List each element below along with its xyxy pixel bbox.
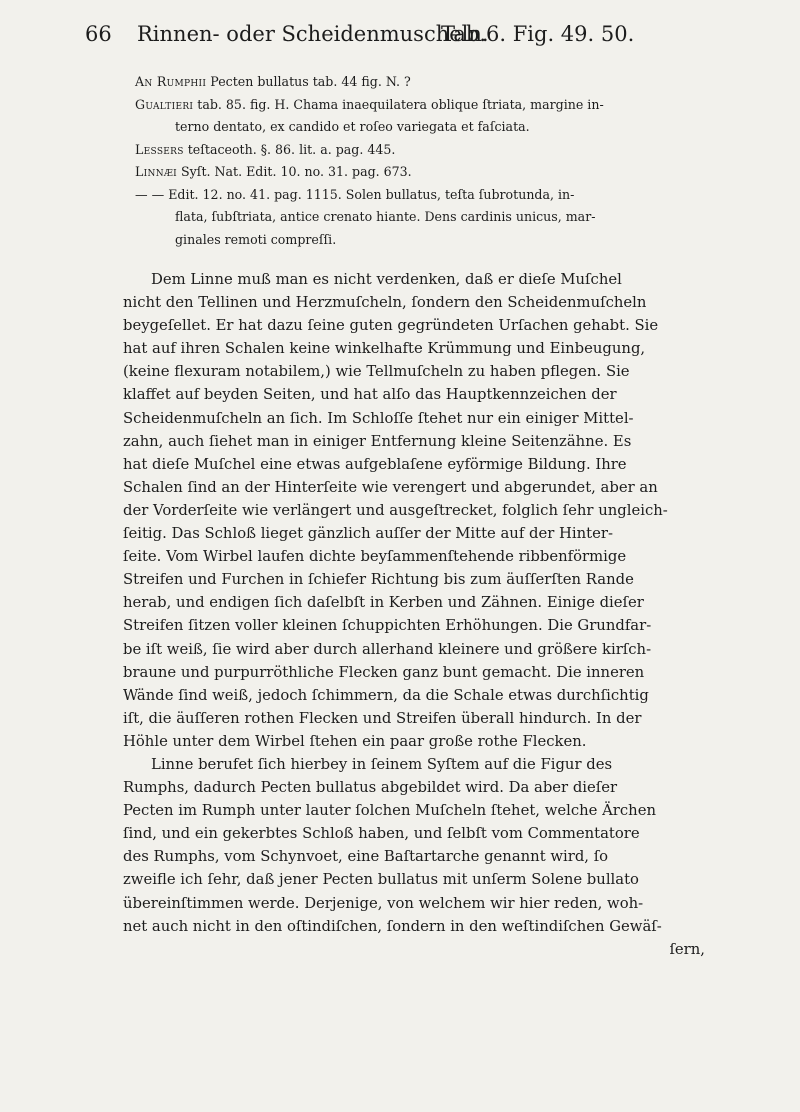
- page-header: [85, 22, 725, 54]
- reference-line: [135, 206, 735, 229]
- body-text: [123, 268, 723, 961]
- reference-text: flata, ſubſtriata, antice crenato hiante. Dens cardinis unicus, mar-: [175, 209, 596, 224]
- text-line: klaffet auf beyden Seiten, und hat alſo das Hauptkennzeichen der: [123, 386, 617, 404]
- reference-text: — — Edit. 12. no. 41. pag. 1115. Solen bullatus, teſta ſubrotunda, in-: [135, 186, 575, 202]
- reference-text: Pecten bullatus tab. 44 fig. N. ?: [206, 74, 411, 89]
- text-line: Höhle unter dem Wirbel ſtehen ein paar große rothe Flecken.: [123, 732, 587, 750]
- reference-line: [135, 229, 735, 252]
- text-line: des Rumphs, vom Schynvoet, eine Baſtartarche genannt wird, ſo: [123, 848, 609, 866]
- text-line: ſind, und ein gekerbtes Schloß haben, und ſelbſt vom Commentatore: [123, 825, 640, 843]
- reference-author: An Rumphii: [135, 74, 207, 89]
- text-line: Schalen ſind an der Hinterſeite wie verengert und abgerundet, aber an: [123, 478, 658, 496]
- reference-line: [135, 161, 735, 184]
- text-line: Pecten im Rumph unter lauter ſolchen Muſcheln ſtehet, welche Ärchen: [123, 802, 656, 820]
- running-title: Rinnen- oder Scheidenmuscheln.: [137, 22, 489, 46]
- figure-reference: Tab.6. Fig. 49. 50.: [441, 22, 635, 46]
- reference-line: [135, 116, 735, 139]
- text-line: be iſt weiß, ſie wird aber durch allerhand kleinere und größere kirſch-: [123, 640, 652, 658]
- text-line: nicht den Tellinen und Herzmuſcheln, ſondern den Scheidenmuſcheln: [123, 294, 647, 312]
- reference-line: [135, 139, 735, 162]
- text-line: Scheidenmuſcheln an ſich. Im Schloſſe ſtehet nur ein einiger Mittel-: [123, 409, 634, 427]
- text-line: ſern,: [669, 940, 705, 958]
- text-line: herab, und endigen ſich daſelbſt in Kerben und Zähnen. Einige dieſer: [123, 594, 644, 612]
- text-line: übereinſtimmen werde. Derjenige, von welchem wir hier reden, woh-: [123, 894, 644, 912]
- text-line: Wände ſind weiß, jedoch ſchimmern, da die Schale etwas durchſichtig: [123, 686, 649, 704]
- reference-text: teſtaceoth. §. 86. lit. a. pag. 445.: [183, 141, 396, 157]
- reference-author: Gualtieri: [135, 96, 194, 112]
- reference-text: tab. 85. fig. H. Chama inaequilatera oblique ſtriata, margine in-: [193, 96, 604, 112]
- text-line: beygeſellet. Er hat dazu ſeine guten gegründeten Urſachen gehabt. Sie: [123, 317, 659, 335]
- reference-line: [135, 184, 735, 207]
- text-line: braune und purpurröthliche Flecken ganz bunt gemacht. Die inneren: [123, 663, 645, 681]
- text-line: zahn, auch ſiehet man in einiger Entfernung kleine Seitenzähne. Es: [123, 432, 632, 450]
- text-line: Linne berufet ſich hierbey in ſeinem Syſtem auf die Figur des: [151, 755, 613, 773]
- reference-author: Linnæi: [135, 164, 178, 179]
- text-line: hat dieſe Muſchel eine etwas aufgeblaſene eyförmige Bildung. Ihre: [123, 455, 627, 473]
- text-line: Streifen ſitzen voller kleinen ſchuppichten Erhöhungen. Die Grundfar-: [123, 617, 652, 635]
- text-line: Streifen und Furchen in ſchiefer Richtung bis zum äuſſerſten Rande: [123, 571, 634, 589]
- text-line: (keine flexuram notabilem,) wie Tellmuſcheln zu haben pflegen. Sie: [123, 363, 630, 381]
- text-line: Dem Linne muß man es nicht verdenken, daß er dieſe Muſchel: [151, 271, 622, 288]
- text-line: ſeite. Vom Wirbel laufen dichte beyſammenſtehende ribbenförmige: [123, 548, 627, 566]
- reference-line: [135, 94, 735, 117]
- text-line: net auch nicht in den oſtindiſchen, ſondern in den weſtindiſchen Gewäſ-: [123, 917, 662, 935]
- bibliography-references: [135, 71, 735, 251]
- text-line: zweifle ich ſehr, daß jener Pecten bullatus mit unſerm Solene bullato: [123, 871, 639, 889]
- reference-text: terno dentato, ex candido et roſeo variegata et faſciata.: [175, 119, 530, 134]
- text-line: iſt, die äuſſeren rothen Flecken und Streifen überall hindurch. In der: [123, 709, 642, 727]
- text-line: hat auf ihren Schalen keine winkelhafte Krümmung und Einbeugung,: [123, 340, 646, 358]
- reference-author: Lessers: [135, 141, 184, 157]
- text-line: der Vorderſeite wie verlängert und ausgeſtrecket, folglich ſehr ungleich-: [123, 501, 668, 519]
- text-line: Rumphs, dadurch Pecten bullatus abgebildet wird. Da aber dieſer: [123, 779, 618, 797]
- page-number: 66: [85, 22, 112, 46]
- text-line: ſeitig. Das Schloß lieget gänzlich auſſer der Mitte auf der Hinter-: [123, 525, 613, 543]
- reference-text: ginales remoti compreſſi.: [175, 231, 337, 247]
- reference-line: [135, 71, 735, 94]
- reference-text: Syſt. Nat. Edit. 10. no. 31. pag. 673.: [177, 164, 412, 179]
